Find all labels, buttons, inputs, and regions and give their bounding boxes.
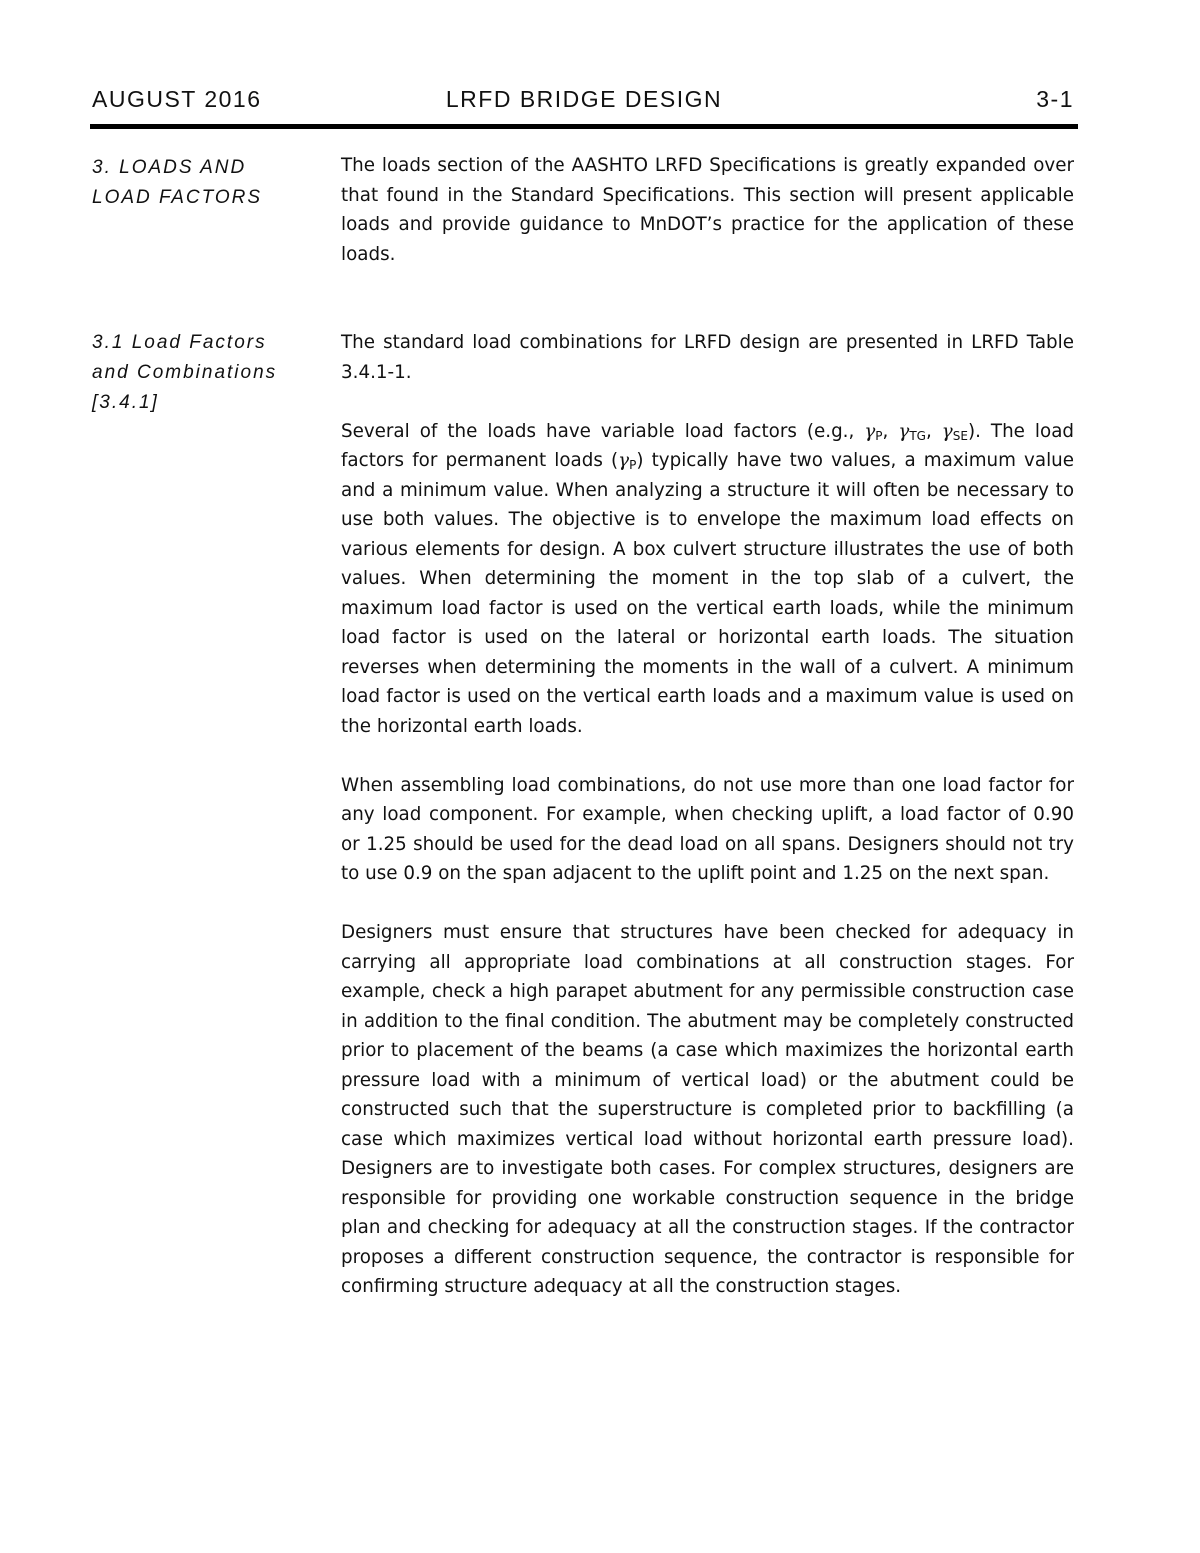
gamma-symbol: γ	[898, 420, 910, 442]
paragraph-load-combinations: When assembling load combinations, do not use more than one load factor for any load component. For example, when checking uplift, a load factor of 0.90 or 1.25 should be used for the dead load on all spans. Designers should not try to use 0.9 on the span adjacent to the uplift point and 1.25 on the next span.	[341, 774, 1074, 884]
heading-line: LOAD FACTORS	[92, 187, 263, 208]
subscript-se: SE	[952, 428, 968, 443]
text-run: ) typically have two values, a maximum value and a minimum value. When analyzing a structure it will often be necessary to use both values. The objective is to envelope the maximum load effects on various elements for design. A box culvert structure illustrates the use of both values. When determining the moment in the top slab of a culvert, the maximum load factor is used on the vertical earth loads, while the minimum load factor is used on the lateral or horizontal earth loads. The situation reverses when determining the moments in the wall of a culvert. A minimum load factor is used on the vertical earth loads and a maximum value is used on the horizontal earth loads.	[341, 450, 1074, 737]
subscript-tg: TG	[909, 428, 926, 443]
page-header	[90, 86, 1078, 118]
gamma-symbol: γ	[618, 450, 630, 471]
paragraph-variable-factors	[341, 417, 1074, 742]
text-run: ). The load factors for permanent loads (	[341, 420, 1075, 471]
header-date: AUGUST 2016	[92, 86, 262, 112]
section-3-1-body	[341, 328, 1074, 1302]
header-rule	[90, 124, 1078, 129]
header-page-number: 3-1	[1036, 86, 1074, 112]
section-3-heading	[92, 153, 312, 213]
separator: ,	[882, 420, 899, 442]
header-title: LRFD BRIDGE DESIGN	[445, 86, 723, 112]
section-3-body	[341, 151, 1074, 269]
heading-line: and Combinations	[92, 362, 278, 383]
heading-line: 3.1 Load Factors	[92, 332, 267, 353]
paragraph-construction-stages: Designers must ensure that structures have been checked for adequacy in carrying all appropriate load combinations at all construction stages. For example, check a high parapet abutment for any permissible construction case in addition to the final condition. The abutment may be completely constructed prior to placement of the beams (a case which maximizes the horizontal earth pressure load with a minimum of vertical load) or the abutment could be constructed such that the superstructure is completed prior to backfilling (a case which maximizes vertical load without horizontal earth pressure load). Designers are to investigate both cases. For complex structures, designers are responsible for providing one workable construction sequence in the bridge plan and checking for adequacy at all the construction stages. If the contractor proposes a different construction sequence, the contractor is responsible for confirming structure adequacy at all the construction stages.	[341, 922, 1074, 1297]
heading-line: [3.4.1]	[92, 392, 159, 413]
paragraph-loads-intro: The loads section of the AASHTO LRFD Specifications is greatly expanded over that found in the Standard Specifications. This section will present applicable loads and provide guidance to MnDOT’s practice for the application of these loads.	[341, 155, 1074, 265]
subscript-p: P	[875, 428, 883, 443]
subscript-p: P	[629, 458, 637, 472]
heading-line: 3. LOADS AND	[92, 157, 247, 178]
gamma-symbol: γ	[941, 420, 953, 442]
paragraph-standard-combinations: The standard load combinations for LRFD design are presented in LRFD Table 3.4.1-1.	[341, 332, 1074, 383]
text-run: Several of the loads have variable load factors (e.g.,	[341, 420, 865, 442]
separator: ,	[925, 420, 942, 442]
section-3-1-heading	[92, 328, 312, 418]
gamma-symbol: γ	[864, 420, 876, 442]
